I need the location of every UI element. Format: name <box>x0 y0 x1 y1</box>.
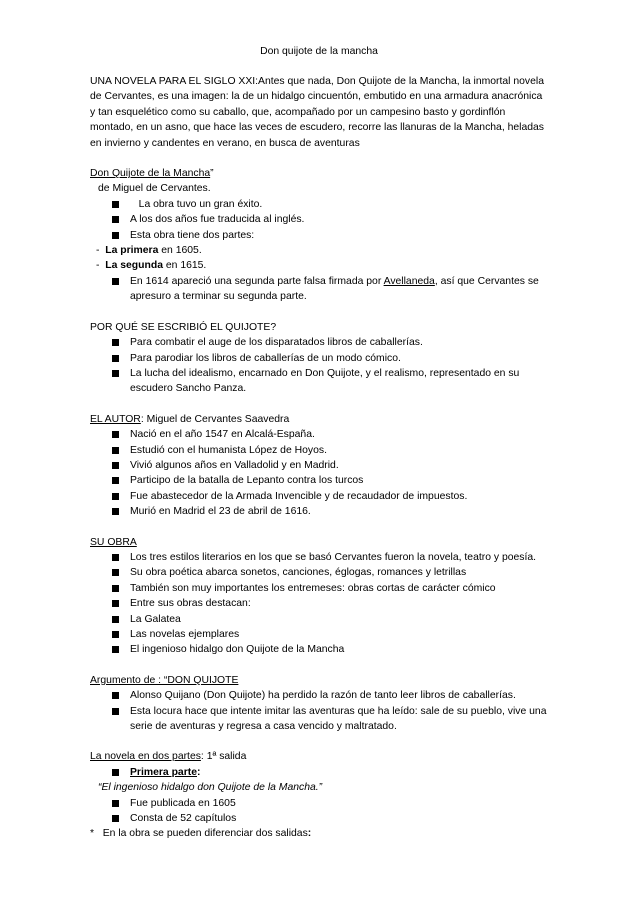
list-item: Fue publicada en 1605 <box>90 796 550 811</box>
asterisk-mark: * <box>90 828 95 840</box>
square-bullet-icon <box>112 462 119 469</box>
list-item: Estudió con el humanista López de Hoyos. <box>90 443 550 458</box>
list-item: También son muy importantes los entremeses: obras cortas de carácter cómico <box>90 581 550 596</box>
list-item: Primera parte: <box>90 765 550 780</box>
square-bullet-icon <box>112 370 119 377</box>
section-heading-author: EL AUTOR: Miguel de Cervantes Saavedra <box>90 413 290 425</box>
square-bullet-icon <box>112 508 119 515</box>
list-item: En 1614 apareció una segunda parte falsa firmada por Avellaneda, así que Cervantes se apresuro a terminar su segunda parte. <box>90 274 550 305</box>
list-item: La lucha del idealismo, encarnado en Don Quijote, y el realismo, representado en su escudero Sancho Panza. <box>90 366 550 397</box>
square-bullet-icon <box>112 585 119 592</box>
section-heading-work: Don Quijote de la Mancha” <box>90 168 214 180</box>
list-item: Vivió algunos años en Valladolid y en Madrid. <box>90 458 550 473</box>
square-bullet-icon <box>112 493 119 500</box>
square-bullet-icon <box>112 431 119 438</box>
document-title: Don quijote de la mancha <box>260 46 378 57</box>
list-item: Fue abastecedor de la Armada Invencible y de recaudador de impuestos. <box>90 489 550 504</box>
square-bullet-icon <box>112 355 119 362</box>
part-one-line: - La primera en 1605. <box>96 245 202 257</box>
square-bullet-icon <box>112 692 119 699</box>
square-bullet-icon <box>112 201 119 208</box>
asterisk-note: * En la obra se pueden diferenciar dos salidas: <box>90 828 312 840</box>
square-bullet-icon <box>112 278 119 285</box>
section-heading-plot: Argumento de : “DON QUIJOTE <box>90 674 239 686</box>
square-bullet-icon <box>112 477 119 484</box>
square-bullet-icon <box>112 708 119 715</box>
list-item: Consta de 52 capítulos <box>90 811 550 826</box>
list-item: Para combatir el auge de los disparatados libros de caballerías. <box>90 335 550 350</box>
list-item: El ingenioso hidalgo don Quijote de la Mancha <box>90 642 550 657</box>
square-bullet-icon <box>112 800 119 807</box>
list-item: Para parodiar los libros de caballerías de un modo cómico. <box>90 351 550 366</box>
list-item: Esta locura hace que intente imitar las aventuras que ha leído: sale de su pueblo, vive una serie de aventuras y regresa a casa vencido y maltratado. <box>90 704 550 735</box>
square-bullet-icon <box>112 631 119 638</box>
square-bullet-icon <box>112 554 119 561</box>
document-body <box>90 74 550 842</box>
section-heading-works: SU OBRA <box>90 536 137 548</box>
square-bullet-icon <box>112 569 119 576</box>
square-bullet-icon <box>112 232 119 239</box>
square-bullet-icon <box>112 616 119 623</box>
avellaneda-text: Avellaneda <box>383 275 435 287</box>
square-bullet-icon <box>112 216 119 223</box>
list-item: Su obra poética abarca sonetos, canciones, églogas, romances y letrillas <box>90 565 550 580</box>
list-item: La obra tuvo un gran éxito. <box>90 197 550 212</box>
list-item: Participo de la batalla de Lepanto contra los turcos <box>90 473 550 488</box>
section-heading-two-parts: La novela en dos partes: 1ª salida <box>90 751 247 763</box>
section-heading-why: POR QUÉ SE ESCRIBIÓ EL QUIJOTE? <box>90 321 277 333</box>
list-item: La Galatea <box>90 612 550 627</box>
list-item: Murió en Madrid el 23 de abril de 1616. <box>90 504 550 519</box>
list-item: Los tres estilos literarios en los que se basó Cervantes fueron la novela, teatro y poesía. <box>90 550 550 565</box>
intro-paragraph: UNA NOVELA PARA EL SIGLO XXI:Antes que nada, Don Quijote de la Mancha, la inmortal novela de Cervantes, es una imagen: la de un hidalgo cincuentón, embutido en una armadura anacrónica y tan esquelético como su caballo, que, acompañado por un campesino basto y gordinflón montado, en un asno, que hace las veces de escudero, recorre las llanuras de la Mancha, heladas en invierno y candentes en verano, en busca de aventuras <box>90 76 545 149</box>
author-line: de Miguel de Cervantes. <box>98 183 211 195</box>
square-bullet-icon <box>112 646 119 653</box>
square-bullet-icon <box>112 447 119 454</box>
list-item: A los dos años fue traducida al inglés. <box>90 212 550 227</box>
square-bullet-icon <box>112 600 119 607</box>
square-bullet-icon <box>112 339 119 346</box>
square-bullet-icon <box>112 815 119 822</box>
book-title-quote: “El ingenioso hidalgo don Quijote de la Mancha.” <box>98 782 323 794</box>
list-item: Nació en el año 1547 en Alcalá-España. <box>90 427 550 442</box>
list-item: Esta obra tiene dos partes: <box>90 228 550 243</box>
list-item: Entre sus obras destacan: <box>90 596 550 611</box>
part-two-line: - La segunda en 1615. <box>96 260 207 272</box>
square-bullet-icon <box>112 769 119 776</box>
list-item: Las novelas ejemplares <box>90 627 550 642</box>
list-item: Alonso Quijano (Don Quijote) ha perdido la razón de tanto leer libros de caballerías. <box>90 688 550 703</box>
